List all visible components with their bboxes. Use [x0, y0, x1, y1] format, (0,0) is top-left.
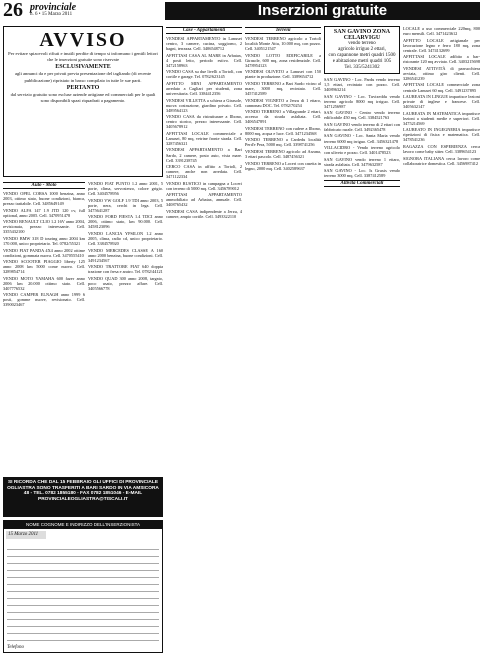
classified-ad: VENDO FIAT PUNTO 1.2 anno 2001, 5 porte, clima, servosterzo, colore grigio. Cell. 3404578956 [88, 181, 163, 197]
notice-emphasis-1: ESCLUSIVAMENTE [55, 64, 111, 71]
coupon-line[interactable] [7, 585, 159, 592]
featured-ad-box [324, 26, 400, 74]
classified-ad: VENDO LANCIA YPSILON 1.2 anno 2005, clima, radio cd, unico proprietario. Cell. 3384578920 [88, 230, 163, 247]
classified-ad: VILLACIDRO - Vendo terreno agricolo con uliveto e pozzo. Cell. 3401478523 [324, 145, 400, 156]
classified-ad: SIGNORA ITALIANA cerca lavoro come collaboratrice domestica. Cell. 3456987412 [403, 155, 480, 166]
classified-ad: AFFITTASI LOCALE adibito a bar-ristorante 120 mq avviato. Cell. 3403215698 [403, 54, 480, 65]
section-banner: Inserzioni gratuite [165, 2, 480, 20]
classified-ad: RAGAZZA CON ESPERIENZA cerca lavoro come baby sitter. Cell. 3389654123 [403, 143, 480, 155]
classified-ad: VENDO SCOOTER PIAGGIO liberty 125 anno 2008 km 5000 come nuovo. Cell. 3289854714 [3, 259, 85, 275]
section-heading-attivita: Attività Commerciali [324, 180, 400, 187]
coupon-line[interactable] [7, 634, 159, 641]
classified-ad: VENDO QUAD 300 anno 2008, targato, poco usato, prezzo affare. Cell. 3405566778 [88, 275, 163, 291]
coupon-line[interactable] [7, 557, 159, 564]
coupon-line[interactable] [7, 613, 159, 620]
coupon-phone-label: Telefono [7, 645, 25, 650]
column-attivita-lezioni [403, 26, 480, 638]
featured-ad-phone: Tel. 335/5241302 [344, 65, 380, 70]
classified-ad: VENDO ALFA 147 1.9 JTD 120 cv, full optional, anno 2005. Cell. 3470951478 [3, 207, 85, 218]
classified-ad: VENDESI TERRENO con rudere a Ilbono, 8000 mq, acqua e luce. Cell. 3471234568 [245, 125, 321, 136]
classified-ad: VENDO LOTTO EDIFICABILE a Girasole, 600 mq, zona residenziale. Cell. 3478954123 [245, 52, 321, 68]
classified-ad: VENDESI CASA indipendente a Jerzu, 4 camere, ampio cortile. Cell. 3493322110 [166, 209, 242, 220]
classified-ad: SAN GAVINO vendo terreno 1 ettaro, strada asfaltata. Cell. 3479632587 [324, 156, 400, 167]
section-heading-case: Case - Appartamenti [166, 27, 242, 34]
section-heading-terreni: Terreni [245, 27, 321, 34]
featured-ad-line: vendo terreno [348, 41, 376, 46]
classified-ad: VENDO TERRENO a Loceri con casetta in legno, 2000 mq. Cell. 3402589637 [245, 160, 321, 171]
classified-ad: VENDO CASA da ristrutturare a Ilbono, centro storico, prezzo interessante. Cell. 3405678912 [166, 114, 242, 130]
classified-ad: VENDO OPEL CORSA 1000 benzina, anno 2003, ottimo stato, buone condizioni, bianca, prezzo trattabile. Cell. 3485649149 [3, 191, 85, 207]
classified-ad: VENDO MERCEDES CLASSE A 160 anno 2000 benzina, buone condizioni. Cell. 3491234567 [88, 247, 163, 263]
coupon-header: NOME COGNOME E INDIRIZZO DELL'INSERZIONISTA [3, 520, 163, 529]
classified-ad: AFFITTASI LOCALE commerciale zona centrale Lanusei 60 mq. Cell. 3491237895 [403, 82, 480, 93]
coupon-line[interactable] [7, 550, 159, 557]
classified-ad: VENDESI APPARTAMENTO a Bari Sardo, 2 camere, posto auto, vista mare. Cell. 3391238745 [166, 147, 242, 163]
column-auto-moto-1 [3, 181, 85, 474]
classified-ad: VENDO RUSTICO in campagna a Loceri con terreno di 5000 mq. Cell. 3456789012 [166, 180, 242, 191]
classified-ad: VENDESI VILLETTA a schiera a Girasole, nuova costruzione, giardino privato. Cell. 3489564123 [166, 97, 242, 113]
column-case [166, 26, 242, 638]
column-terreni [245, 26, 321, 638]
classified-ad: SAN GAVINO - Centro vendo terreno edificabile 450 mq. Cell. 3384521763 [324, 110, 400, 121]
classified-ad: AFFITTO MINI APPARTAMENTO arredato a Cagliari per studenti, zona universitaria. Cell. 3384412356 [166, 80, 242, 97]
issue-info: n. 6 • 15 Marzo 2011 [30, 12, 73, 17]
classified-ad: SAN GAVINO - Loc. Santa Maria vendo terreno 6000 mq irriguo. Cell. 3456321478 [324, 133, 400, 144]
classified-ad: VENDO CASA su due livelli a Tortolì, con cortile e garage. Tel. 0782/623145 [166, 69, 242, 80]
notice-text-3: dal servizio gratuito sono escluse aziende artigiane ed commerciali per le quali sono disponibili spazi riquadrati a pagamento. [10, 91, 156, 104]
classified-ad: VENDESI TERRENO agricolo a Tortolì località Monte Attu, 10.000 mq, con pozzo. Cell. 3405121547 [245, 36, 321, 52]
classified-ad: VENDO FORD FIESTA 1.4 TDCI anno 2006, ottimo stato, km 90.000. Cell. 3458123096 [88, 214, 163, 230]
classified-ad: VENDO MOTO YAMAHA 600 fazer anno 2006 km 20.000 ottimo stato. Cell. 3407776532 [3, 275, 85, 291]
featured-ad-line: con capannone metri quadri 1500 [328, 53, 396, 58]
classified-ad: CERCO CASA in affitto a Tortolì, 2 camere, anche non arredata. Cell. 3471122334 [166, 164, 242, 180]
coupon-line[interactable] [7, 571, 159, 578]
classified-ad: AFFITTO LOCALE artigianale per lavorazione legno e ferro 180 mq, zona centrale. Cell. 3474132699 [403, 37, 480, 53]
classified-ad: VENDESI OLIVETO a Lanusei con 150 piante in produzione. Cell. 3389654712 [245, 69, 321, 80]
featured-ad-title: SAN GAVINO ZONA CELARVIGU [333, 29, 391, 41]
classified-ad: VENDO TERRENO a Bari Sardo vicino al mare, 3000 mq, recintato. Cell. 3457412589 [245, 80, 321, 97]
classified-ad: VENDO TRATTORE FIAT 640 doppia trazione con fresa e aratro. Tel. 0782/44121 [88, 264, 163, 275]
notice-text-2: agli annunci da e per privati previa presentazione del tagliando (di recente pubblicazione) ripristato in basso compilato in tutte le sue parti. [14, 71, 152, 83]
classified-ad: VENDO VW GOLF 1.9 TDI anno 2003, 5 porte, nera, cerchi in lega. Cell. 3475641287 [88, 197, 163, 213]
classified-ad: AFFITTASI CASA AL MARE in Arbatax, 4 posti letto, periodo estivo. Cell. 3472158963 [166, 52, 242, 68]
classified-ad: SAN GAVINO vendo terreno di 2 ettari con fabbricato rurale. Cell. 3492365478 [324, 121, 400, 132]
classified-ad: SAN GAVINO - Loc. Pardu vendo terreno 1,5 ettari, recintato con pozzo. Cell. 3408963214 [324, 77, 400, 93]
notice-box [3, 26, 163, 177]
column-auto-moto-2 [88, 181, 163, 474]
classified-ad: VENDESI ATTIVITÀ di parrucchiera avviata, ottimo giro clienti. Cell. 3286541239 [403, 65, 480, 81]
classified-ad: LOCALE a uso commerciale 220mq, 800 euro mensili. Cell. 3471423612 [403, 26, 480, 37]
classified-ad: LAUREATA IN LINGUE impartisce lezioni private di inglese e francese. Cell. 3405632147 [403, 94, 480, 110]
page-number: 26 [3, 0, 23, 21]
classified-ad: VENDESI VIGNETO a Jerzu di 1 ettaro, cannonau DOC. Tel. 0782/70254 [245, 97, 321, 108]
coupon-date: 15 Marzo 2011 [6, 531, 46, 539]
classified-ad: VENDO RENAULT CLIO 1.2 16V anno 2004, revisionata, prezzo interessante. Cell. 3355432100 [3, 219, 85, 235]
classified-ad: VENDO TERRENO a Villagrande 2 ettari, accesso da strada asfaltata. Cell. 3406547891 [245, 109, 321, 125]
coupon-form[interactable] [3, 529, 163, 653]
classified-ad: LAUREATO IN INGEGNERIA impartisce ripetizioni di fisica e matematica. Cell. 3478541236 [403, 127, 480, 143]
classified-ad: VENDESI APPARTAMENTO in Lanusei centro, 3 camere, cucina, soggiorno, 2 bagni, terrazza. Cell. 3406548712 [166, 36, 242, 52]
classified-ad: LAUREATA IN MATEMATICA impartisce lezioni a studenti medie e superiori. Cell. 3475214569 [403, 110, 480, 126]
notice-text-1: Per evitare spiacevoli rifiuti e inutili perdite di tempo si informano i gentili lettori che le inserzioni gratuite sono riservate [8, 51, 158, 63]
coupon-writing-lines[interactable] [7, 543, 159, 641]
classified-ad: VENDO CAMPER ELNAGH anno 1999 6 posti, gomme nuove, revisionato. Cell. 3390023467 [3, 292, 85, 308]
classified-ad: SAN GAVINO - Loc. Is Gruxis vendo terreno 3000 mq. Cell. 3387412589 [324, 168, 400, 179]
classified-ad: VENDO BMW 318 D touring anno 2004 km 170.000, unico proprietario. Tel. 0782/55321 [3, 235, 85, 246]
office-relocation-notice: SI RICORDA CHE DAL 15 FEBBRAIO GLI UFFICI DI PROVINCIALE OGLIASTRA SONO TRASFERITI A BARI SARDO IN VIA AMSICORA 48 - TEL. 0782 1855180 - FAX 0782 1851046 - E-MAIL PROVINCIALEOGLIASTRA@TISCALI.IT [3, 477, 163, 517]
coupon-line[interactable] [7, 627, 159, 634]
classified-ad: VENDO FIAT PANDA 4X4 anno 2002 ottime condizioni, gommata nuova. Cell. 3470555410 [3, 247, 85, 258]
coupon-line[interactable] [7, 543, 159, 550]
coupon-line[interactable] [7, 620, 159, 627]
section-heading-auto: Auto - Moto [3, 182, 85, 189]
coupon-line[interactable] [7, 599, 159, 606]
coupon-line[interactable] [7, 578, 159, 585]
coupon-line[interactable] [7, 564, 159, 571]
publication-name: provinciale [30, 2, 77, 13]
page-header [0, 0, 482, 22]
classified-ad: SAN GAVINO - Loc. Tuvixeddu vendo terreno agricolo 8000 mq irriguo. Cell. 3471256987 [324, 93, 400, 109]
featured-ad-line: agricolo irriguo 2 ettari, [338, 47, 386, 52]
notice-emphasis-2: PERTANTO [66, 84, 100, 91]
featured-ad-line: e abitazione metri quadri 105 [332, 59, 392, 64]
classified-ad: AFFITTASI LOCALE commerciale a Lanusei, 80 mq, vetrine fronte strada. Cell. 3287456321 [166, 130, 242, 146]
classified-ad: VENDO TERRENO a Cardedu località Perd'e Pera, 5000 mq. Cell. 3398741256 [245, 137, 321, 148]
notice-title: AVVISO [39, 29, 127, 51]
coupon-line[interactable] [7, 592, 159, 599]
coupon-line[interactable] [7, 606, 159, 613]
column-terreni-san-gavino [324, 26, 400, 638]
classified-ad: VENDESI TERRENO agricolo ad Arzana, 3 ettari pascolo. Cell. 3487456321 [245, 148, 321, 160]
classified-ad: AFFITTASI APPARTAMENTO ammobiliato ad Arbatax, annuale. Cell. 3408765432 [166, 192, 242, 208]
